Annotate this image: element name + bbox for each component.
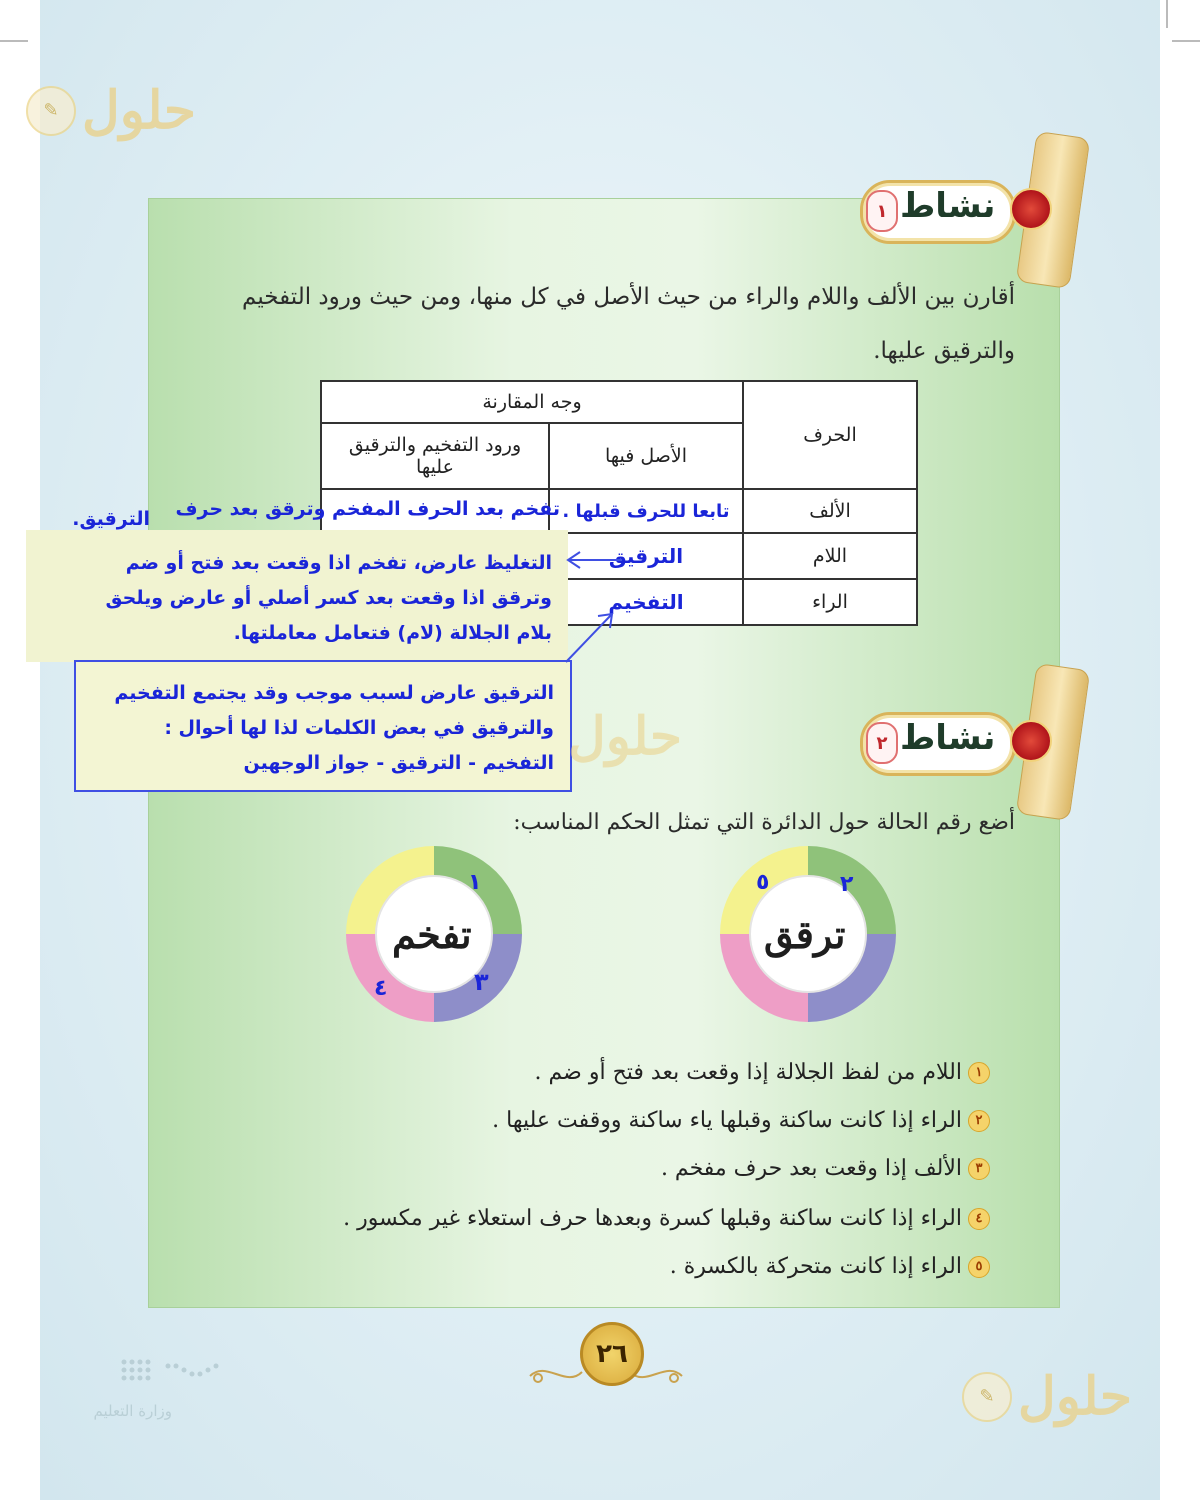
alif-answer-line1: تفخم بعد الحرف المفخم وترقق بعد حرف <box>175 498 560 520</box>
arrow-lam <box>560 548 630 572</box>
list-text: الراء إذا كانت ساكنة وقبلها كسرة وبعدها حرف استعلاء غير مكسور . <box>343 1206 962 1231</box>
crop-mark <box>1166 0 1168 28</box>
badge-number: ١ <box>866 190 898 232</box>
ra-note-line3: التفخيم - الترقيق - جواز الوجهين <box>243 752 554 774</box>
badge-number: ٢ <box>866 722 898 764</box>
list-item <box>535 1060 990 1085</box>
row-letter-alif: الألف <box>743 489 917 533</box>
tarqiq-label: ترقق <box>764 912 846 957</box>
activity-1-badge <box>860 174 1050 244</box>
tarqiq-answer-5: ٥ <box>756 870 770 895</box>
watermark-top-left: ✎ حلول <box>26 80 196 141</box>
list-text: الألف إذا وقعت بعد حرف مفخم . <box>660 1156 962 1181</box>
lam-note-line1: التغليظ عارض، تفخم اذا وقعت بعد فتح أو ضم <box>125 552 552 574</box>
watermark-middle: حلول <box>568 706 683 767</box>
badge-title: نشاط <box>900 718 996 758</box>
list-item <box>670 1254 990 1279</box>
tafkhim-answer-4: ٤ <box>374 976 388 1001</box>
list-item <box>343 1206 990 1231</box>
seal-icon <box>1010 720 1052 762</box>
activity-1-instruction-line2: والترقيق عليها. <box>873 338 1015 364</box>
tarqiq-answer-2: ٢ <box>840 872 854 897</box>
header-origin: الأصل فيها <box>549 423 743 489</box>
list-number: ١ <box>968 1062 990 1084</box>
ministry-logo-icon <box>118 1354 228 1394</box>
row-letter-lam: اللام <box>743 533 917 579</box>
lam-note-line3: بلام الجلالة (لام) فتعامل معاملتها. <box>233 622 552 644</box>
ministry-logo <box>60 1350 200 1450</box>
arrow-ra <box>560 608 620 668</box>
list-text: الراء إذا كانت متحركة بالكسرة . <box>669 1254 962 1279</box>
tafkhim-label: تفخم <box>392 912 472 957</box>
ra-note-box <box>74 660 572 792</box>
ministry-logo-text: وزارة التعليم <box>93 1402 172 1420</box>
crop-mark <box>0 40 28 42</box>
page-number: ٢٦ <box>580 1322 644 1386</box>
list-item <box>661 1156 990 1181</box>
activity-2-instruction: أضع رقم الحالة حول الدائرة التي تمثل الحكم المناسب: <box>513 810 1015 835</box>
lam-note-box <box>26 530 568 662</box>
activity-1-instruction-line1: أقارن بين الألف واللام والراء من حيث الأصل في كل منها، ومن حيث ورود التفخيم <box>242 284 1015 310</box>
book-icon: ✎ <box>26 86 76 136</box>
list-number: ٥ <box>968 1256 990 1278</box>
list-text: الراء إذا كانت ساكنة وقبلها ياء ساكنة ووقفت عليها . <box>492 1108 962 1133</box>
ra-note-line1: الترقيق عارض لسبب موجب وقد يجتمع التفخيم <box>114 682 554 704</box>
seal-icon <box>1010 188 1052 230</box>
row-letter-ra: الراء <box>743 579 917 625</box>
row-origin-lam[interactable]: الترقيق <box>549 533 743 579</box>
list-item <box>492 1108 990 1133</box>
badge-title: نشاط <box>900 186 996 226</box>
row-origin-ra[interactable]: التفخيم <box>549 579 743 625</box>
header-occurrence: ورود التفخيم والترقيق عليها <box>321 423 549 489</box>
crop-mark <box>1172 40 1200 42</box>
ra-note-line2: والترقيق في بعض الكلمات لذا لها أحوال : <box>164 717 554 739</box>
header-letter: الحرف <box>743 381 917 489</box>
lam-note-line2: وترقق اذا وقعت بعد كسر أصلي أو عارض ويلحق <box>105 587 552 609</box>
activity-2-badge <box>860 706 1050 776</box>
tafkhim-answer-1: ١ <box>468 870 482 895</box>
row-origin-alif[interactable]: تابعا للحرف قبلها . <box>549 489 743 533</box>
list-number: ٣ <box>968 1158 990 1180</box>
tafkhim-answer-3: ٣ <box>474 968 489 996</box>
header-comparison: وجه المقارنة <box>321 381 743 423</box>
list-text: اللام من لفظ الجلالة إذا وقعت بعد فتح أو ضم . <box>534 1060 962 1085</box>
alif-answer-line2: الترقيق. <box>72 508 150 530</box>
list-number: ٢ <box>968 1110 990 1132</box>
book-icon: ✎ <box>962 1372 1012 1422</box>
watermark-bottom-right: ✎ حلول <box>962 1366 1132 1427</box>
list-number: ٤ <box>968 1208 990 1230</box>
